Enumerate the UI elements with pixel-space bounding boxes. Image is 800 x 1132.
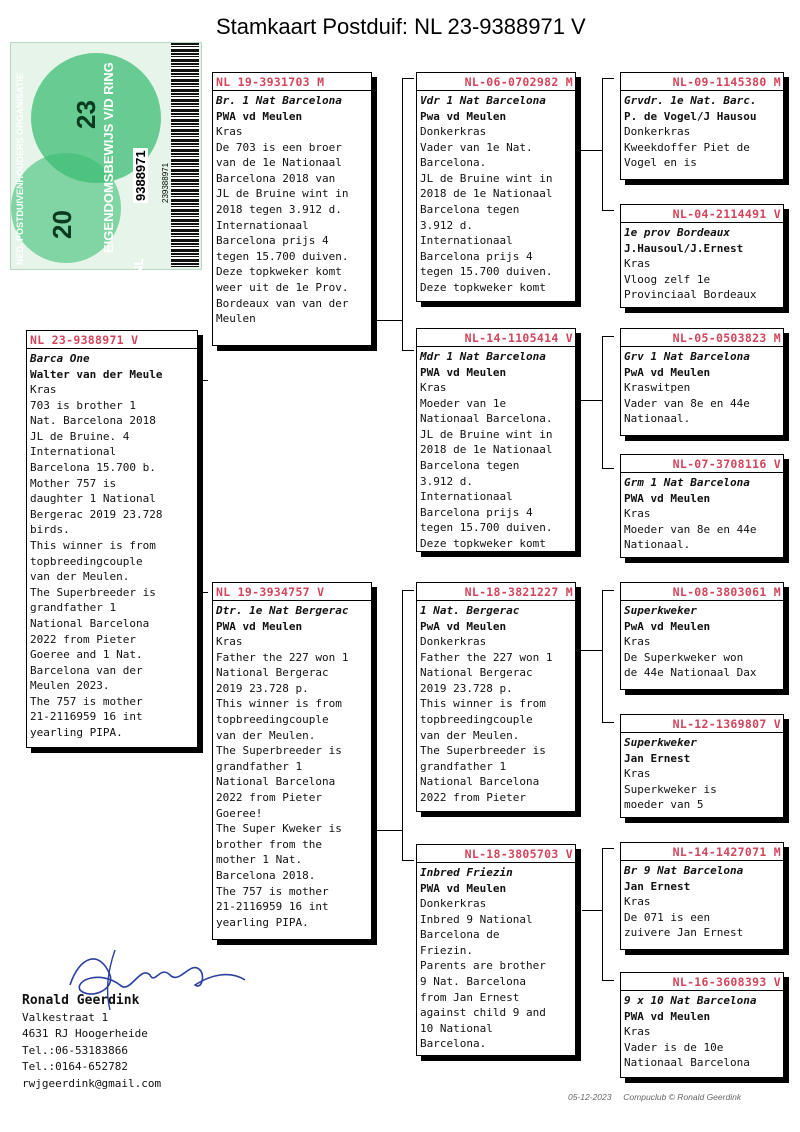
description-line: grandfather 1 bbox=[30, 601, 117, 615]
description-line: brother from the bbox=[216, 837, 322, 851]
connector bbox=[582, 910, 602, 911]
connector bbox=[402, 590, 403, 860]
ring-number: NL-12-1369807 V bbox=[621, 715, 783, 733]
description-line: Barcelona van der bbox=[30, 663, 143, 677]
connector bbox=[602, 78, 603, 210]
footer bbox=[568, 1092, 741, 1102]
barcode bbox=[171, 43, 199, 267]
description-line: tegen 15.700 duiven. bbox=[420, 265, 553, 279]
description-line: Kras bbox=[420, 381, 447, 394]
description-line: Barcelona prijs 4 bbox=[420, 249, 533, 263]
ring-number: NL-09-1145380 M bbox=[621, 73, 783, 91]
breeder: PWA vd Meulen bbox=[216, 619, 303, 633]
owner-email[interactable]: rwjgeerdink@gmail.com bbox=[22, 1076, 162, 1090]
country-code: NL bbox=[131, 257, 146, 275]
description-line: Kras bbox=[624, 635, 651, 648]
description-line: van der Meulen. bbox=[30, 570, 130, 584]
description-line: De 703 is een broer bbox=[216, 140, 342, 154]
description-line: Mother 757 is bbox=[30, 476, 117, 490]
description-line: daughter 1 National bbox=[30, 492, 156, 506]
description-line: Friezin. bbox=[420, 943, 473, 957]
description-line: Nationaal. bbox=[624, 538, 691, 552]
description-line: Vader van 1e Nat. bbox=[420, 140, 533, 154]
breeder: PWA vd Meulen bbox=[624, 491, 711, 505]
description-line: The 757 is mother bbox=[30, 694, 143, 708]
description-line: Goeree! bbox=[216, 806, 263, 820]
year-right: 23 bbox=[71, 100, 101, 129]
breeder: Jan Ernest bbox=[624, 879, 691, 893]
connector bbox=[602, 848, 614, 849]
description-line: JL de Bruine wint in bbox=[420, 171, 553, 185]
description-line: Moeder van 1e bbox=[420, 396, 507, 410]
description-line: 2019 23.728 p. bbox=[216, 681, 309, 695]
card-ffm bbox=[620, 204, 784, 308]
description-line: De Superkweker won bbox=[624, 650, 744, 664]
description-line: The Superbreeder is bbox=[420, 744, 546, 758]
achievement: Vdr 1 Nat Barcelona bbox=[420, 94, 546, 107]
description-line: Internationaal bbox=[420, 490, 513, 504]
description-line: Vogel en is bbox=[624, 156, 697, 170]
achievement: Mdr 1 Nat Barcelona bbox=[420, 350, 546, 363]
description-line: Barcelona. bbox=[420, 1037, 487, 1051]
connector bbox=[402, 78, 414, 79]
description-line: Kras bbox=[624, 507, 651, 520]
certificate-title: EIGENDOMSBEWIJS V/D RING bbox=[101, 62, 116, 253]
description-line: 10 National bbox=[420, 1021, 493, 1035]
description-line: 21-2116959 16 int bbox=[30, 710, 143, 724]
description-line: Barcelona. bbox=[420, 156, 487, 170]
description-line: Internationaal bbox=[216, 218, 309, 232]
owner-address bbox=[22, 992, 161, 1092]
description-line: against child 9 and bbox=[420, 1006, 546, 1020]
description-line: 2018 tegen 3.912 d. bbox=[216, 202, 342, 216]
owner-phone-2: Tel.:0164-652782 bbox=[22, 1060, 128, 1074]
description-line: 2019 23.728 p. bbox=[420, 681, 513, 695]
description-line: National Barcelona bbox=[216, 775, 336, 789]
description-line: The 757 is mother bbox=[216, 884, 329, 898]
card-fmf bbox=[620, 328, 784, 436]
connector bbox=[402, 350, 414, 351]
connector bbox=[368, 830, 402, 831]
owner-street: Valkestraat 1 bbox=[22, 1011, 109, 1024]
credit: Compuclub © Ronald Geerdink bbox=[623, 1092, 742, 1102]
description-line: Barcelona 2018 van bbox=[216, 171, 336, 185]
ring-number: NL-06-0702982 M bbox=[417, 73, 575, 91]
description-line: Superkweker is bbox=[624, 782, 717, 796]
description-line: yearling PIPA. bbox=[216, 915, 309, 929]
description-line: Vader van 8e en 44e bbox=[624, 396, 750, 410]
description-line: National Barcelona bbox=[420, 775, 540, 789]
card-mff bbox=[620, 582, 784, 690]
card-mmm bbox=[620, 972, 784, 1078]
card-father-father bbox=[416, 72, 576, 302]
description-line: This winner is from bbox=[420, 697, 546, 711]
ring-number: NL-16-3608393 V bbox=[621, 973, 783, 991]
achievement: Grvdr. 1e Nat. Barc. bbox=[624, 94, 757, 107]
description-line: 703 is brother 1 bbox=[30, 398, 136, 412]
description-line: Kras bbox=[624, 767, 651, 780]
breeder: P. de Vogel/J Hausou bbox=[624, 109, 757, 123]
breeder: Pwa vd Meulen bbox=[420, 109, 507, 123]
description-line: 2018 de 1e Nationaal bbox=[420, 443, 553, 457]
breeder: PWA vd Meulen bbox=[624, 1009, 711, 1023]
description-line: Kras bbox=[624, 257, 651, 270]
description-line: from Jan Ernest bbox=[420, 990, 520, 1004]
ring-number: NL-14-1427071 M bbox=[621, 843, 783, 861]
connector bbox=[602, 78, 614, 79]
description-line: Barcelona tegen bbox=[420, 202, 520, 216]
description-line: Nationaal. bbox=[624, 412, 691, 426]
connector bbox=[402, 78, 403, 350]
card-mfm bbox=[620, 714, 784, 818]
breeder: Jan Ernest bbox=[624, 751, 691, 765]
achievement: Superkweker bbox=[624, 736, 697, 749]
ring-number: NL-18-3821227 M bbox=[417, 583, 575, 601]
card-fff bbox=[620, 72, 784, 180]
description-line: 21-2116959 16 int bbox=[216, 900, 329, 914]
description-line: Vader is de 10e bbox=[624, 1040, 724, 1054]
description-line: The Superbreeder is bbox=[30, 585, 156, 599]
description-line: Kras bbox=[216, 125, 243, 138]
description-line: Kweekdoffer Piet de bbox=[624, 140, 750, 154]
achievement: Grm 1 Nat Barcelona bbox=[624, 476, 750, 489]
description-line: Internationaal bbox=[420, 234, 513, 248]
description-line: yearling PIPA. bbox=[30, 726, 123, 740]
description-line: Kras bbox=[216, 635, 243, 648]
description-line: tegen 15.700 duiven. bbox=[216, 249, 349, 263]
ring-number: NL-07-3708116 V bbox=[621, 455, 783, 473]
connector bbox=[602, 590, 603, 722]
description-line: van der Meulen. bbox=[216, 728, 316, 742]
description-line: National Bergerac bbox=[216, 666, 329, 680]
achievement: 9 x 10 Nat Barcelona bbox=[624, 994, 757, 1007]
achievement: Grv 1 Nat Barcelona bbox=[624, 350, 750, 363]
ring-number: NL-05-0503823 M bbox=[621, 329, 783, 347]
description-line: International bbox=[30, 445, 117, 459]
description-line: Meulen bbox=[216, 312, 256, 326]
description-line: moeder van 5 bbox=[624, 798, 704, 812]
description-line: Inbred 9 National bbox=[420, 912, 533, 926]
description-line: Goeree and 1 Nat. bbox=[30, 648, 143, 662]
print-date: 05-12-2023 bbox=[568, 1092, 612, 1102]
breeder: PwA vd Meulen bbox=[624, 365, 711, 379]
description-line: Vloog zelf 1e bbox=[624, 272, 711, 286]
connector bbox=[602, 336, 603, 468]
achievement: Inbred Friezin bbox=[420, 866, 513, 879]
description-line: This winner is from bbox=[216, 697, 342, 711]
description-line: tegen 15.700 duiven. bbox=[420, 521, 553, 535]
description-line: Deze topkweker komt bbox=[420, 280, 546, 294]
description-line: Parents are brother bbox=[420, 959, 546, 973]
description-line: 3.912 d. bbox=[420, 474, 473, 488]
page-title: Stamkaart Postduif: NL 23-9388971 V bbox=[216, 14, 586, 39]
breeder: PWA vd Meulen bbox=[216, 109, 303, 123]
description-line: Barcelona 2018. bbox=[216, 868, 316, 882]
ring-number: NL-14-1105414 V bbox=[417, 329, 575, 347]
description-line: 2022 from Pieter bbox=[216, 790, 322, 804]
description-line: National Barcelona bbox=[30, 616, 150, 630]
connector bbox=[602, 336, 614, 337]
breeder: PwA vd Meulen bbox=[624, 619, 711, 633]
achievement: Barca One bbox=[30, 352, 90, 365]
description-line: weer uit de 1e Prov. bbox=[216, 280, 349, 294]
description-line: JL de Bruine wint in bbox=[216, 187, 349, 201]
ring-number: NL-18-3805703 V bbox=[417, 845, 575, 863]
breeder: Walter van der Meule bbox=[30, 367, 163, 381]
description-line: grandfather 1 bbox=[420, 759, 507, 773]
description-line: Donkerkras bbox=[624, 125, 691, 138]
ring-number: NL 19-3931703 M bbox=[213, 73, 371, 91]
description-line: Kraswitpen bbox=[624, 381, 691, 394]
description-line: Nat. Barcelona 2018 bbox=[30, 414, 156, 428]
card-father-mother bbox=[416, 328, 576, 552]
description-line: Provinciaal Bordeaux bbox=[624, 288, 757, 302]
card-subject bbox=[26, 330, 198, 748]
connector bbox=[602, 848, 603, 980]
ring-number: NL-04-2114491 V bbox=[621, 205, 783, 223]
description-line: JL de Bruine wint in bbox=[420, 427, 553, 441]
description-line: JL de Bruine. 4 bbox=[30, 429, 130, 443]
description-line: Kras bbox=[624, 1025, 651, 1038]
barcode-number: 239388971 bbox=[161, 162, 170, 203]
description-line: Donkerkras bbox=[420, 635, 487, 648]
description-line: Donkerkras bbox=[420, 125, 487, 138]
ring-number: NL 23-9388971 V bbox=[27, 331, 197, 349]
description-line: 3.912 d. bbox=[420, 218, 473, 232]
description-line: topbreedingcouple bbox=[216, 712, 329, 726]
description-line: Barcelona 15.700 b. bbox=[30, 460, 156, 474]
description-line: The Super Kweker is bbox=[216, 822, 342, 836]
ownership-certificate bbox=[10, 42, 202, 275]
org-name: NED. POSTDUIVENHOUDERS ORGANISATIE bbox=[15, 73, 25, 265]
description-line: Donkerkras bbox=[420, 897, 487, 910]
description-line: This winner is from bbox=[30, 538, 156, 552]
description-line: Father the 227 won 1 bbox=[216, 650, 349, 664]
description-line: topbreedingcouple bbox=[30, 554, 143, 568]
description-line: 2022 from Pieter bbox=[30, 632, 136, 646]
description-line: mother 1 Nat. bbox=[216, 853, 303, 867]
description-line: Barcelona de bbox=[420, 928, 500, 942]
breeder: J.Hausoul/J.Ernest bbox=[624, 241, 744, 255]
ring-number: NL-08-3803061 M bbox=[621, 583, 783, 601]
description-line: Meulen 2023. bbox=[30, 679, 110, 693]
card-fmm bbox=[620, 454, 784, 558]
description-line: birds. bbox=[30, 523, 70, 537]
connector bbox=[602, 722, 614, 723]
description-line: van der Meulen. bbox=[420, 728, 520, 742]
connector bbox=[602, 980, 614, 981]
description-line: Bergerac 2019 23.728 bbox=[30, 507, 163, 521]
description-line: Nationaal Barcelona bbox=[624, 1056, 750, 1070]
description-line: de 44e Nationaal Dax bbox=[624, 666, 757, 680]
description-line: Barcelona prijs 4 bbox=[420, 505, 533, 519]
breeder: PwA vd Meulen bbox=[420, 619, 507, 633]
achievement: 1 Nat. Bergerac bbox=[420, 604, 520, 617]
achievement: Dtr. 1e Nat Bergerac bbox=[216, 604, 349, 617]
description-line: 9 Nat. Barcelona bbox=[420, 974, 526, 988]
breeder: PWA vd Meulen bbox=[420, 365, 507, 379]
year-left: 20 bbox=[47, 210, 77, 239]
description-line: Deze topkweker komt bbox=[216, 265, 342, 279]
connector bbox=[602, 590, 614, 591]
description-line: Barcelona prijs 4 bbox=[216, 234, 329, 248]
description-line: The Superbreeder is bbox=[216, 744, 342, 758]
breeder: PWA vd Meulen bbox=[420, 881, 507, 895]
owner-city: 4631 RJ Hoogerheide bbox=[22, 1027, 148, 1041]
connector bbox=[402, 590, 414, 591]
card-mother bbox=[212, 582, 372, 940]
description-line: Kras bbox=[624, 895, 651, 908]
achievement: Superkweker bbox=[624, 604, 697, 617]
description-line: 2018 de 1e Nationaal bbox=[420, 187, 553, 201]
description-line: Kras bbox=[30, 383, 57, 396]
description-line: Bordeaux van van der bbox=[216, 296, 349, 310]
connector bbox=[602, 210, 614, 211]
achievement: Br. 1 Nat Barcelona bbox=[216, 94, 342, 107]
owner-phone: Tel.:06-53183866 bbox=[22, 1043, 128, 1057]
achievement: Br 9 Nat Barcelona bbox=[624, 864, 744, 877]
ring-number: NL 19-3934757 V bbox=[213, 583, 371, 601]
description-line: 2022 from Pieter bbox=[420, 790, 526, 804]
description-line: De 071 is een bbox=[624, 910, 711, 924]
owner-name: Ronald Geerdink bbox=[22, 993, 140, 1008]
description-line: Deze topkweker komt bbox=[420, 536, 546, 550]
description-line: Barcelona tegen bbox=[420, 458, 520, 472]
description-line: topbreedingcouple bbox=[420, 712, 533, 726]
card-mother-father bbox=[416, 582, 576, 812]
certificate-ring-number: 9388971 bbox=[133, 150, 148, 201]
description-line: Moeder van 8e en 44e bbox=[624, 522, 757, 536]
achievement: 1e prov Bordeaux bbox=[624, 226, 730, 239]
description-line: zuivere Jan Ernest bbox=[624, 926, 744, 940]
connector bbox=[402, 860, 414, 861]
description-line: National Bergerac bbox=[420, 666, 533, 680]
description-line: Father the 227 won 1 bbox=[420, 650, 553, 664]
description-line: Nationaal Barcelona. bbox=[420, 412, 553, 426]
connector bbox=[602, 468, 614, 469]
card-mother-mother bbox=[416, 844, 576, 1056]
description-line: van de 1e Nationaal bbox=[216, 156, 342, 170]
card-father bbox=[212, 72, 372, 346]
card-mmf bbox=[620, 842, 784, 950]
description-line: grandfather 1 bbox=[216, 759, 303, 773]
